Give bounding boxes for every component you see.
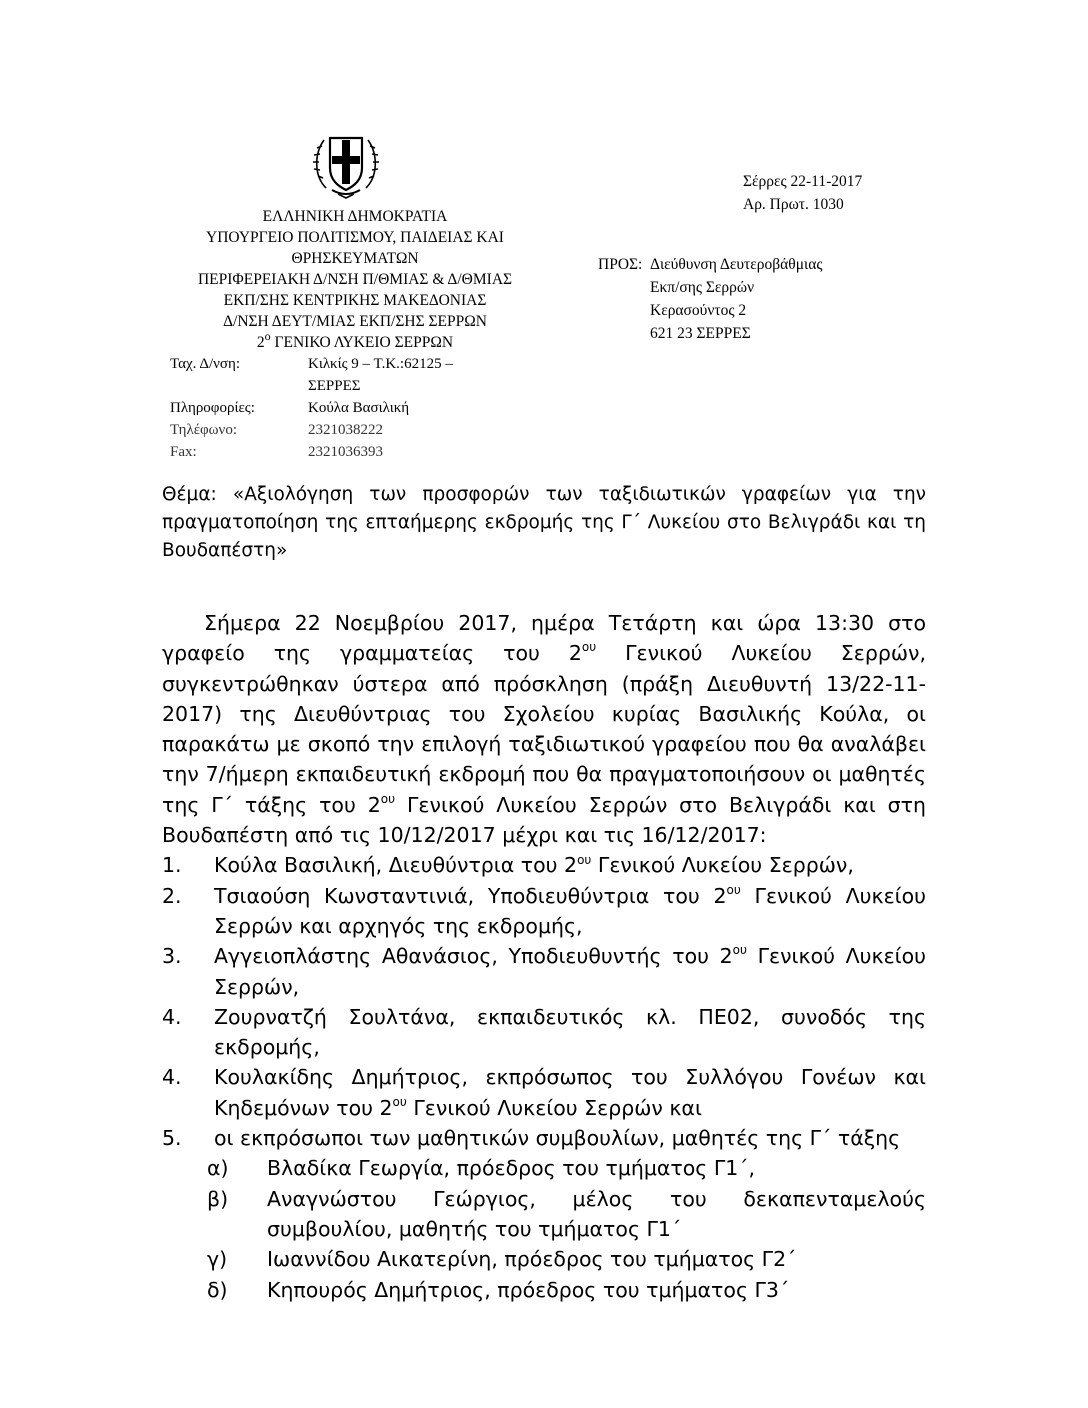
- header-line: Δ/ΝΣΗ ΔΕΥΤ/ΜΙΑΣ ΕΚΠ/ΣΗΣ ΣΕΡΡΩΝ: [223, 313, 487, 330]
- recipient-line: Διεύθυνση Δευτεροβάθμιας: [650, 256, 823, 273]
- recipient-line: 621 23 ΣΕΡΡΕΣ: [650, 325, 751, 342]
- date-protocol: [743, 170, 862, 216]
- info-row-address: [170, 353, 540, 397]
- list-item: 4. Κουλακίδης Δημήτριος, εκπρόσωπος του Συλλόγου Γονέων και Κηδεμόνων του $2^{o\upsilon}$ Γενικού Λυκείου Σερρών και: [162, 1065, 926, 1120]
- coat-of-arms-icon: [312, 128, 380, 202]
- header-line: ΠΕΡΙΦΕΡΕΙΑΚΗ Δ/ΝΣΗ Π/ΘΜΙΑΣ & Δ/ΘΜΙΑΣ: [197, 271, 513, 288]
- date-line: Σέρρες 22-11-2017: [743, 173, 863, 190]
- intro-paragraph: Σήμερα 22 Νοεμβρίου 2017, ημέρα Τετάρτη και ώρα 13:30 στο γραφείο της γραμματείας του $2^{o\upsilon}$ Γενικού Λυκείου Σερρών, συγκεντρώθηκαν ύστερα από πρόσκληση (πράξη Διευθυντή 13/22-11-2017) της Διευθύντριας του Σχολείου κυρίας Βασιλικής Κούλα, οι παρακάτω με σκοπό την επιλογή ταξιδιωτικού γραφείου που θα αναλάβει την 7/ήμερη εκπαιδευτική εκδρομή που θα πραγματοποιήσουν οι μαθητές της Γ΄ τάξης του $2^{o\upsilon}$ Γενικού Λυκείου Σερρών στο Βελιγράδι και στη Βουδαπέστη από τις 10/12/2017 μέχρι και τις 16/12/2017:: [162, 611, 926, 848]
- sublist-item: α) Βλαδίκα Γεωργία, πρόεδρος του τμήματος Γ1΄,: [207, 1156, 756, 1181]
- recipient-line: Εκπ/σης Σερρών: [650, 279, 755, 296]
- info-value: 2321036393: [308, 444, 383, 460]
- recipient-block: [598, 253, 822, 345]
- subject-line: Θέμα: «Αξιολόγηση των προσφορών των ταξιδιωτικών γραφείων για την πραγματοποίηση της επταήμερης εκδρομής της Γ΄ Λυκείου στο Βελιγράδι και τη Βουδαπέστη»: [162, 484, 926, 561]
- protocol-number: Αρ. Πρωτ. 1030: [743, 196, 844, 213]
- info-row-phone: [170, 419, 540, 441]
- contact-info: [170, 353, 540, 463]
- header-line: ΕΛΛΗΝΙΚΗ ΔΗΜΟΚΡΑΤΙΑ: [262, 208, 448, 225]
- sublist-item: β) Αναγνώστου Γεώργιος, μέλος του δεκαπενταμελούς συμβουλίου, μαθητής του τμήματος Γ1΄: [207, 1186, 926, 1241]
- header-line: ΘΡΗΣΚΕΥΜΑΤΩΝ: [291, 250, 419, 267]
- recipient-line: Κερασούντος 2: [650, 302, 747, 319]
- info-row-contact-person: [170, 397, 540, 419]
- list-item: 2. Τσιαούση Κωνσταντινιά, Υποδιευθύντρια του $2^{o\upsilon}$ Γενικού Λυκείου Σερρών και αρχηγός της εκδρομής,: [162, 882, 926, 938]
- sublist-item: γ) Ιωαννίδου Αικατερίνη, πρόεδρος του τμήματος Γ2΄: [207, 1247, 797, 1272]
- list-item: 4. Ζουρνατζή Σουλτάνα, εκπαιδευτικός κλ. ΠΕ02, συνοδός της εκδρομής,: [162, 1004, 926, 1060]
- document-body: [162, 608, 926, 1305]
- list-item: 5. οι εκπρόσωποι των μαθητικών συμβουλίων, μαθητές της Γ΄ τάξης: [162, 1126, 901, 1151]
- info-label: Τηλέφωνο:: [170, 422, 238, 438]
- info-row-fax: [170, 441, 540, 463]
- list-item: 3. Αγγειοπλάστης Αθανάσιος, Υποδιευθυντής του $2^{o\upsilon}$ Γενικού Λυκείου Σερρών,: [162, 943, 926, 999]
- recipient-label: ΠΡΟΣ:: [598, 256, 643, 273]
- header-line: ΕΚΠ/ΣΗΣ ΚΕΝΤΡΙΚΗΣ ΜΑΚΕΔΟΝΙΑΣ: [223, 292, 487, 309]
- header-line: ΥΠΟΥΡΓΕΙΟ ΠΟΛΙΤΙΣΜΟΥ, ΠΑΙΔΕΙΑΣ ΚΑΙ: [206, 229, 504, 246]
- school-name: $2^o$ ΓΕΝΙΚΟ ΛΥΚΕΙΟ ΣΕΡΡΩΝ: [256, 328, 454, 351]
- info-value: 2321038222: [308, 422, 383, 438]
- sender-header: [170, 206, 540, 353]
- info-value: Κιλκίς 9 – Τ.Κ.:62125 – ΣΕΡΡΕΣ: [308, 356, 453, 394]
- list-item: 1. Κούλα Βασιλική, Διευθύντρια του $2^{o\upsilon}$ Γενικού Λυκείου Σερρών,: [162, 852, 854, 878]
- info-value: Κούλα Βασιλική: [308, 400, 410, 416]
- sublist-item: δ) Κηπουρός Δημήτριος, πρόεδρος του τμήματος Γ3΄: [207, 1277, 790, 1302]
- info-label: Ταχ. Δ/νση:: [170, 356, 241, 372]
- info-label: Fax:: [170, 444, 197, 460]
- info-label: Πληροφορίες:: [170, 400, 255, 416]
